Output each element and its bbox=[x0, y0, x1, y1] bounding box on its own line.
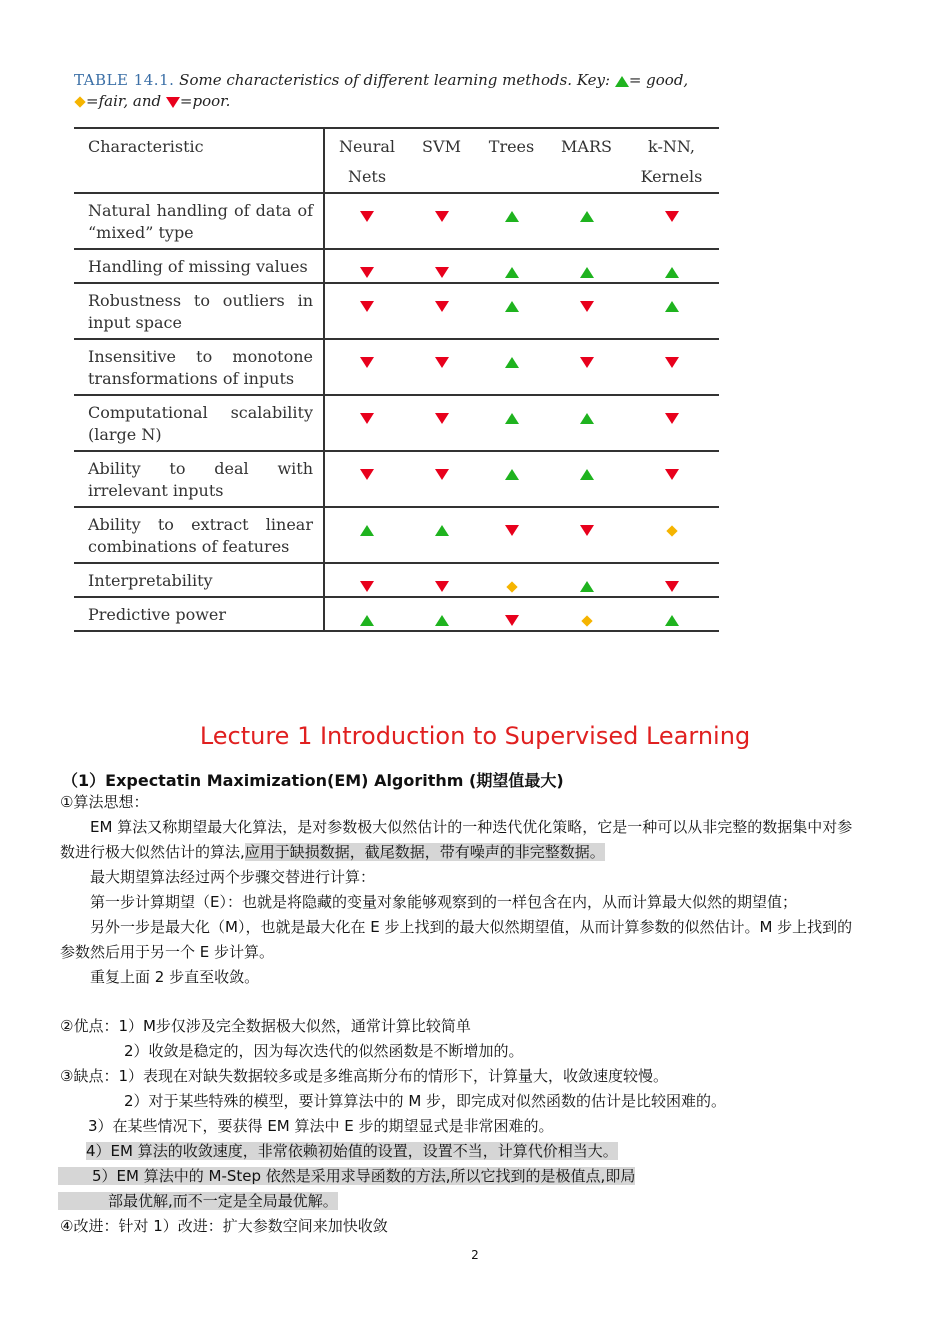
good-rating-icon bbox=[360, 525, 374, 536]
rating-cell bbox=[474, 451, 549, 507]
paragraph-11: 3）在某些情况下，要获得 EM 算法中 E 步的期望显式是非常困难的。 bbox=[88, 1117, 554, 1135]
poor-rating-icon bbox=[505, 615, 519, 626]
good-rating-icon bbox=[580, 581, 594, 592]
row-characteristic: Natural handling of data of “mixed” type bbox=[74, 193, 324, 249]
paragraph-9: ③缺点：1）表现在对缺失数据较多或是多维高斯分布的情形下，计算量大，收敛速度较慢。 bbox=[60, 1067, 668, 1085]
table-row bbox=[74, 249, 719, 283]
rating-cell bbox=[474, 339, 549, 395]
table-row bbox=[74, 451, 719, 507]
rating-cell bbox=[409, 283, 474, 339]
rating-cell bbox=[474, 395, 549, 451]
poor-rating-icon bbox=[360, 469, 374, 480]
poor-rating-icon bbox=[665, 357, 679, 368]
table-row bbox=[74, 193, 719, 249]
good-rating-icon bbox=[505, 469, 519, 480]
paragraph-13a-highlight: 5）EM 算法中的 M-Step 依然是采用求导函数的方法,所以它找到的是极值点,即局 bbox=[58, 1167, 635, 1185]
rating-cell bbox=[324, 339, 409, 395]
good-rating-icon bbox=[505, 357, 519, 368]
fair-rating-icon bbox=[581, 615, 592, 626]
table-row bbox=[74, 395, 719, 451]
header-method-1: SVM bbox=[409, 128, 474, 193]
good-rating-icon bbox=[580, 469, 594, 480]
caption-fair: =fair, and bbox=[86, 92, 162, 110]
paragraph-12-highlight: 4）EM 算法的收敛速度，非常依赖初始值的设置，设置不当，计算代价相当大。 bbox=[86, 1142, 618, 1160]
rating-cell bbox=[409, 193, 474, 249]
rating-cell bbox=[324, 597, 409, 631]
section-heading: （1）Expectatin Maximization(EM) Algorithm (期望值最大) bbox=[62, 771, 564, 790]
rating-cell bbox=[409, 507, 474, 563]
good-rating-icon bbox=[665, 615, 679, 626]
rating-cell bbox=[409, 563, 474, 597]
poor-rating-icon bbox=[435, 267, 449, 278]
paragraph-3: 最大期望算法经过两个步骤交替进行计算： bbox=[90, 868, 376, 886]
rating-cell bbox=[549, 451, 624, 507]
rating-cell bbox=[324, 563, 409, 597]
paragraph-7: ②优点：1）M步仅涉及完全数据极大似然，通常计算比较简单 bbox=[60, 1017, 471, 1035]
good-rating-icon bbox=[665, 301, 679, 312]
paragraph-13a bbox=[58, 1164, 635, 1189]
fair-rating-icon bbox=[666, 525, 677, 536]
good-rating-icon bbox=[360, 615, 374, 626]
row-characteristic: Insensitive to monotone transformations of inputs bbox=[74, 339, 324, 395]
good-rating-icon bbox=[505, 413, 519, 424]
poor-rating-icon bbox=[435, 211, 449, 222]
rating-cell bbox=[624, 395, 719, 451]
rating-cell bbox=[624, 283, 719, 339]
paragraph-12 bbox=[86, 1139, 618, 1164]
poor-rating-icon bbox=[580, 525, 594, 536]
poor-rating-icon bbox=[665, 413, 679, 424]
header-method-4: k-NN, Kernels bbox=[624, 128, 719, 193]
table-row bbox=[74, 563, 719, 597]
poor-rating-icon bbox=[665, 581, 679, 592]
good-rating-icon bbox=[580, 267, 594, 278]
rating-cell bbox=[624, 451, 719, 507]
row-characteristic: Predictive power bbox=[74, 597, 324, 631]
header-method-2: Trees bbox=[474, 128, 549, 193]
paragraph-2a: EM 算法又称期望最大化算法，是对参数极大似然估计的一种迭代优化策略，它是一种可以从非完整的数据集中对参数进行极大似然估计的算法, bbox=[60, 818, 853, 861]
paragraph-2b-highlight: 应用于缺损数据，截尾数据，带有噪声的非完整数据。 bbox=[244, 843, 605, 861]
caption-text: Some characteristics of different learning methods. Key: bbox=[179, 71, 611, 89]
rating-cell bbox=[624, 339, 719, 395]
rating-cell bbox=[549, 193, 624, 249]
poor-rating-icon bbox=[360, 301, 374, 312]
good-rating-icon bbox=[580, 211, 594, 222]
poor-rating-icon bbox=[360, 211, 374, 222]
paragraph-2 bbox=[60, 815, 860, 865]
poor-rating-icon bbox=[360, 413, 374, 424]
rating-cell bbox=[474, 597, 549, 631]
rating-cell bbox=[409, 451, 474, 507]
rating-cell bbox=[549, 395, 624, 451]
row-characteristic: Handling of missing values bbox=[74, 249, 324, 283]
table-label: TABLE 14.1. bbox=[74, 71, 175, 89]
rating-cell bbox=[324, 193, 409, 249]
good-rating-icon bbox=[435, 525, 449, 536]
row-characteristic: Interpretability bbox=[74, 563, 324, 597]
rating-cell bbox=[624, 193, 719, 249]
table-row bbox=[74, 597, 719, 631]
page-number: 2 bbox=[471, 1248, 479, 1262]
rating-cell bbox=[409, 395, 474, 451]
poor-rating-icon bbox=[580, 301, 594, 312]
good-triangle-icon bbox=[615, 76, 629, 87]
paragraph-10: 2）对于某些特殊的模型，要计算算法中的 M 步，即完成对似然函数的估计是比较困难的。 bbox=[124, 1092, 727, 1110]
poor-rating-icon bbox=[435, 581, 449, 592]
good-rating-icon bbox=[580, 413, 594, 424]
good-rating-icon bbox=[505, 301, 519, 312]
poor-rating-icon bbox=[435, 469, 449, 480]
paragraph-1: ①算法思想： bbox=[60, 793, 149, 811]
rating-cell bbox=[474, 249, 549, 283]
poor-rating-icon bbox=[360, 357, 374, 368]
poor-rating-icon bbox=[360, 581, 374, 592]
rating-cell bbox=[474, 283, 549, 339]
rating-cell bbox=[549, 597, 624, 631]
table-row bbox=[74, 339, 719, 395]
rating-cell bbox=[549, 249, 624, 283]
row-characteristic: Computational scalability (large N) bbox=[74, 395, 324, 451]
rating-cell bbox=[624, 249, 719, 283]
rating-cell bbox=[624, 597, 719, 631]
rating-cell bbox=[324, 451, 409, 507]
caption-poor: =poor. bbox=[179, 92, 231, 110]
rating-cell bbox=[324, 283, 409, 339]
paragraph-13b bbox=[58, 1189, 338, 1214]
good-rating-icon bbox=[665, 267, 679, 278]
table-header-row bbox=[74, 128, 719, 193]
paragraph-14: ④改进：针对 1）改进：扩大参数空间来加快收敛 bbox=[60, 1217, 388, 1235]
fair-rating-icon bbox=[506, 581, 517, 592]
rating-cell bbox=[549, 507, 624, 563]
header-characteristic: Characteristic bbox=[74, 128, 324, 193]
table-row bbox=[74, 507, 719, 563]
rating-cell bbox=[474, 507, 549, 563]
rating-cell bbox=[409, 597, 474, 631]
header-method-0: Neural Nets bbox=[324, 128, 409, 193]
row-characteristic: Ability to deal with irrelevant inputs bbox=[74, 451, 324, 507]
rating-cell bbox=[324, 395, 409, 451]
poor-rating-icon bbox=[505, 525, 519, 536]
rating-cell bbox=[474, 563, 549, 597]
poor-rating-icon bbox=[665, 469, 679, 480]
header-method-3: MARS bbox=[549, 128, 624, 193]
methods-table bbox=[74, 127, 719, 632]
table-row bbox=[74, 283, 719, 339]
row-characteristic: Robustness to outliers in input space bbox=[74, 283, 324, 339]
rating-cell bbox=[624, 507, 719, 563]
paragraph-5: 另外一步是最大化（M），也就是最大化在 E 步上找到的最大似然期望值，从而计算参数的似然估计。M 步上找到的参数然后用于另一个 E 步计算。 bbox=[60, 918, 853, 961]
rating-cell bbox=[324, 249, 409, 283]
rating-cell bbox=[409, 339, 474, 395]
poor-rating-icon bbox=[435, 301, 449, 312]
poor-rating-icon bbox=[435, 413, 449, 424]
rating-cell bbox=[549, 283, 624, 339]
paragraph-13b-highlight: 部最优解,而不一定是全局最优解。 bbox=[58, 1192, 338, 1210]
lecture-title: Lecture 1 Introduction to Supervised Learning bbox=[199, 722, 751, 750]
rating-cell bbox=[324, 507, 409, 563]
poor-rating-icon bbox=[435, 357, 449, 368]
paragraph-6: 重复上面 2 步直至收敛。 bbox=[90, 968, 260, 986]
table-caption bbox=[74, 70, 734, 112]
rating-cell bbox=[624, 563, 719, 597]
row-characteristic: Ability to extract linear combinations of features bbox=[74, 507, 324, 563]
poor-rating-icon bbox=[665, 211, 679, 222]
good-rating-icon bbox=[435, 615, 449, 626]
caption-good: = good, bbox=[628, 71, 689, 89]
rating-cell bbox=[549, 339, 624, 395]
good-rating-icon bbox=[505, 211, 519, 222]
rating-cell bbox=[409, 249, 474, 283]
paragraph-4: 第一步计算期望（E）：也就是将隐藏的变量对象能够观察到的一样包含在内，从而计算最大似然的期望值； bbox=[90, 893, 797, 911]
paragraph-8: 2）收敛是稳定的，因为每次迭代的似然函数是不断增加的。 bbox=[124, 1042, 524, 1060]
poor-rating-icon bbox=[580, 357, 594, 368]
rating-cell bbox=[474, 193, 549, 249]
fair-diamond-icon bbox=[74, 96, 85, 107]
good-rating-icon bbox=[505, 267, 519, 278]
rating-cell bbox=[549, 563, 624, 597]
poor-triangle-icon bbox=[166, 97, 180, 108]
poor-rating-icon bbox=[360, 267, 374, 278]
